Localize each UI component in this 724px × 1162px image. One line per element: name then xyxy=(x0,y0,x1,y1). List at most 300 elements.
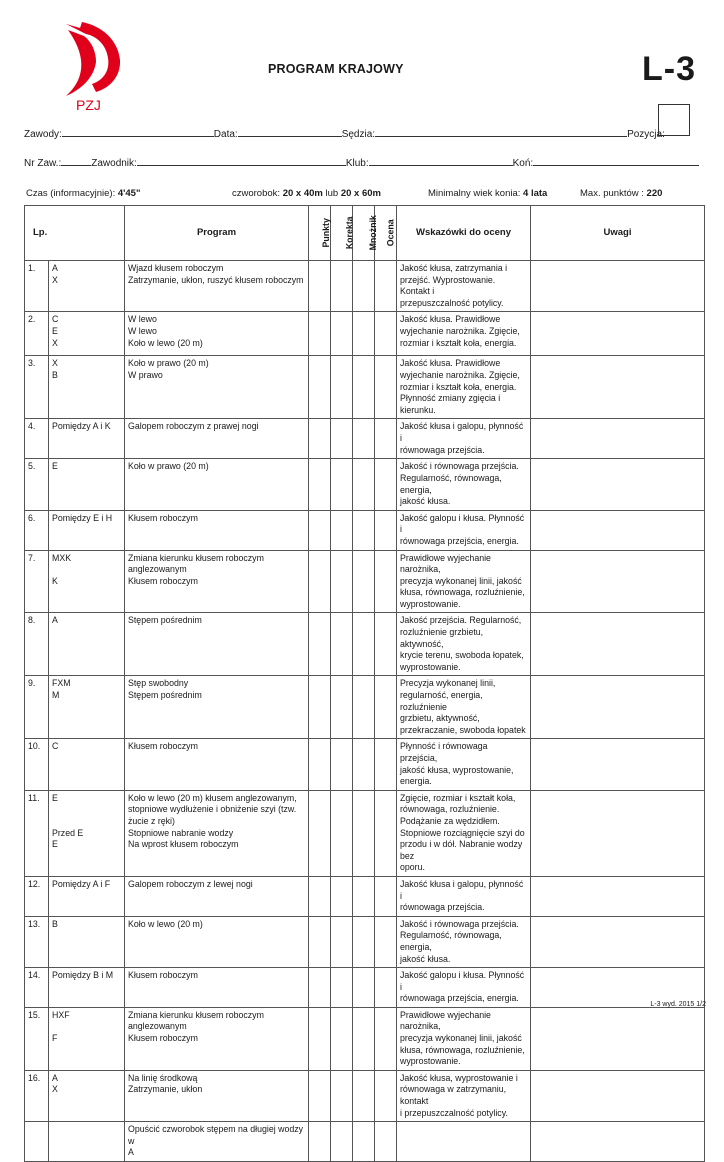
uwagi-cell[interactable] xyxy=(531,1007,705,1070)
table-row xyxy=(25,790,705,876)
uwagi-cell[interactable] xyxy=(531,510,705,550)
row-guidance-line: Regularność, równowaga, energia, xyxy=(400,472,502,495)
footer-edition: L-3 wyd. 2015 1/2 xyxy=(650,1001,706,1008)
punkty-cell[interactable] xyxy=(309,459,331,510)
mnoznik-cell[interactable] xyxy=(353,1007,375,1070)
row-guidance-line: Jakość galopu i kłusa. Płynność i xyxy=(400,512,525,535)
mnoznik-cell[interactable] xyxy=(353,312,375,356)
row-position-line: Przed E xyxy=(52,827,84,838)
row-position-line xyxy=(52,816,121,828)
row-guidance-line: równowaga w zatrzymaniu, kontakt xyxy=(400,1084,507,1107)
korekta-cell[interactable] xyxy=(331,312,353,356)
korekta-cell[interactable] xyxy=(331,739,353,790)
header-uwagi: Uwagi xyxy=(531,206,705,261)
nr-zaw-label: Nr Zaw.: xyxy=(24,158,62,169)
row-number: 10. xyxy=(25,739,49,790)
row-guidance-line: przekraczanie, swoboda łopatek xyxy=(400,724,526,735)
row-guidance-line: Jakość przejścia. Regularność, xyxy=(400,615,522,626)
row-program-line: Koło w lewo (20 m) kłusem anglezowanym, xyxy=(128,792,297,803)
row-guidance-line: Podążanie za wędzidłem. xyxy=(400,815,500,826)
row-program-line: anglezowanym xyxy=(128,1021,187,1032)
row-program-line: Stępem pośrednim xyxy=(128,690,202,701)
uwagi-cell[interactable] xyxy=(531,550,705,613)
row-position-line: Pomiędzy A i F xyxy=(52,878,111,889)
row-position-line: B xyxy=(52,918,58,929)
mnoznik-cell[interactable] xyxy=(353,419,375,459)
row-program xyxy=(125,968,309,1008)
row-program xyxy=(125,312,309,356)
kon-label: Koń: xyxy=(512,158,534,169)
row-position-line: M xyxy=(52,690,60,701)
punkty-cell[interactable] xyxy=(309,1007,331,1070)
row-program xyxy=(125,876,309,916)
row-guidance-line: Jakość kłusa i galopu, płynność i xyxy=(400,878,524,901)
row-number: 2. xyxy=(25,312,49,356)
row-guidance-line: kłusa, równowaga, rozluźnienie, xyxy=(400,1044,525,1055)
punkty-cell[interactable] xyxy=(309,968,331,1008)
row-guidance-line: Jakość kłusa, zatrzymania i xyxy=(400,263,508,273)
row-guidance-line: Jakość i równowaga przejścia. xyxy=(400,461,519,472)
row-guidance-line: Zgięcie, rozmiar i kształt koła, xyxy=(400,792,516,803)
row-position xyxy=(49,356,125,419)
row-position xyxy=(49,261,125,312)
row-guidance-line: wyprostowanie. xyxy=(400,598,461,609)
row-number: 11. xyxy=(25,790,49,876)
row-number: 9. xyxy=(25,676,49,739)
punkty-cell[interactable] xyxy=(309,739,331,790)
row-position-line: Pomiędzy E i H xyxy=(52,512,113,523)
row-guidance-line: przejść. Wyprostowanie. Kontakt i xyxy=(400,274,496,297)
nr-zaw-field[interactable] xyxy=(61,156,91,166)
table-header-row xyxy=(25,206,705,261)
row-position xyxy=(49,1070,125,1121)
punkty-cell[interactable] xyxy=(309,510,331,550)
row-program-line: Koło w prawo (20 m) xyxy=(128,358,209,369)
max-points-label: Max. punktów : xyxy=(580,188,644,199)
row-position-line: K xyxy=(52,575,58,586)
row-number: 15. xyxy=(25,1007,49,1070)
arena-label: czworobok: xyxy=(232,188,281,199)
row-position xyxy=(49,419,125,459)
pzj-logo xyxy=(58,18,134,114)
row-guidance-line: rozmiar i kształt koła, energia. xyxy=(400,337,517,348)
table-row xyxy=(25,613,705,676)
row-guidance-line: jakość kłusa, wyprostowanie, xyxy=(400,764,514,775)
row-guidance-line: krycie terenu, swoboda łopatek, xyxy=(400,650,524,661)
table-row xyxy=(25,459,705,510)
punkty-cell[interactable] xyxy=(309,876,331,916)
header-lp: Lp. xyxy=(25,206,125,261)
row-guidance xyxy=(397,356,531,419)
row-number: 12. xyxy=(25,876,49,916)
row-program-line: Kłusem roboczym xyxy=(128,512,198,523)
row-guidance-line: rozmiar i kształt koła, energia. xyxy=(400,381,517,392)
row-position-line: X xyxy=(52,337,58,348)
header-ocena: Ocena xyxy=(375,206,397,261)
mnoznik-cell[interactable] xyxy=(353,356,375,419)
row-guidance-line: precyzja wykonanej linii, jakość xyxy=(400,1033,522,1044)
row-program-line: Koło w lewo (20 m) xyxy=(128,337,203,348)
korekta-cell[interactable] xyxy=(331,676,353,739)
row-program-line: żucie z ręki) xyxy=(128,815,175,826)
row-guidance-line: równowaga przejścia. xyxy=(400,444,485,455)
logo-text: PZJ xyxy=(76,97,101,113)
ocena-cell[interactable] xyxy=(375,459,397,510)
sedzia-field[interactable] xyxy=(375,127,627,137)
row-guidance xyxy=(397,312,531,356)
punkty-cell[interactable] xyxy=(309,356,331,419)
korekta-cell[interactable] xyxy=(331,1070,353,1121)
table-row xyxy=(25,968,705,1008)
row-guidance-line: oporu. xyxy=(400,862,425,873)
row-guidance xyxy=(397,1007,531,1070)
row-guidance-line: wyprostowanie. xyxy=(400,661,461,672)
row-number xyxy=(25,1122,49,1162)
klub-label: Klub: xyxy=(345,158,369,169)
korekta-cell[interactable] xyxy=(331,1007,353,1070)
row-position-line: X xyxy=(52,274,58,285)
row-position-line: A xyxy=(52,615,58,626)
row-guidance-line: Jakość i równowaga przejścia. xyxy=(400,918,519,929)
row-program xyxy=(125,790,309,876)
row-program-line: Stępem pośrednim xyxy=(128,615,202,626)
korekta-cell[interactable] xyxy=(331,916,353,967)
row-guidance-line: równowaga przejścia, energia. xyxy=(400,535,519,546)
row-position-line: X xyxy=(52,1084,58,1095)
uwagi-cell[interactable] xyxy=(531,1070,705,1121)
uwagi-cell[interactable] xyxy=(531,676,705,739)
row-program-line: Koło w prawo (20 m) xyxy=(128,461,209,472)
row-guidance-line: i przepuszczalność potylicy. xyxy=(400,1107,508,1118)
ocena-cell[interactable] xyxy=(375,261,397,312)
row-number: 7. xyxy=(25,550,49,613)
row-guidance-line: precyzja wykonanej linii, jakość xyxy=(400,575,522,586)
table-row xyxy=(25,510,705,550)
row-position xyxy=(49,1122,125,1162)
row-program xyxy=(125,459,309,510)
row-position-line: E xyxy=(52,839,58,850)
row-guidance-line: Płynność i równowaga przejścia, xyxy=(400,741,488,763)
row-guidance-line: Regularność, równowaga, energia, xyxy=(400,930,502,952)
mnoznik-cell[interactable] xyxy=(353,876,375,916)
row-number: 13. xyxy=(25,916,49,967)
uwagi-cell[interactable] xyxy=(531,356,705,419)
arena-value-1: 20 x 40m xyxy=(282,188,323,199)
row-number: 14. xyxy=(25,968,49,1008)
row-number: 5. xyxy=(25,459,49,510)
uwagi-cell[interactable] xyxy=(531,916,705,967)
punkty-cell[interactable] xyxy=(309,312,331,356)
punkty-cell[interactable] xyxy=(309,1122,331,1162)
row-guidance-line: Prawidłowe wyjechanie narożnika, xyxy=(400,1009,491,1032)
row-program-line: Kłusem roboczym xyxy=(128,741,198,752)
row-guidance-line: jakość kłusa. xyxy=(400,953,451,964)
row-position xyxy=(49,790,125,876)
pozycja-label: Pozycja: xyxy=(627,129,665,140)
row-guidance-line: Prawidłowe wyjechanie narożnika, xyxy=(400,552,491,575)
row-position-line: A xyxy=(52,1072,58,1083)
row-program-line: W lewo xyxy=(128,325,157,336)
row-program xyxy=(125,739,309,790)
ocena-cell[interactable] xyxy=(375,676,397,739)
uwagi-cell[interactable] xyxy=(531,312,705,356)
row-program xyxy=(125,676,309,739)
zawody-field[interactable] xyxy=(62,127,214,137)
max-points-value: 220 xyxy=(646,188,663,199)
korekta-cell[interactable] xyxy=(331,876,353,916)
mnoznik-cell[interactable] xyxy=(353,261,375,312)
row-number: 1. xyxy=(25,261,49,312)
row-position xyxy=(49,510,125,550)
row-guidance xyxy=(397,419,531,459)
uwagi-cell[interactable] xyxy=(531,419,705,459)
row-position xyxy=(49,459,125,510)
uwagi-cell[interactable] xyxy=(531,459,705,510)
uwagi-cell[interactable] xyxy=(531,790,705,876)
row-guidance-line: równowaga, rozluźnienie. xyxy=(400,804,500,815)
row-position-line: Pomiędzy A i K xyxy=(52,421,111,432)
korekta-cell[interactable] xyxy=(331,459,353,510)
table-row xyxy=(25,739,705,790)
ocena-cell[interactable] xyxy=(375,876,397,916)
row-position-line: C xyxy=(52,314,59,325)
mnoznik-cell[interactable] xyxy=(353,1070,375,1121)
row-program-line: Galopem roboczym z lewej nogi xyxy=(128,878,253,889)
ocena-cell[interactable] xyxy=(375,968,397,1008)
time-value: 4'45" xyxy=(117,188,141,199)
row-position-line xyxy=(52,804,121,816)
row-program-line: anglezowanym xyxy=(128,564,187,575)
row-position xyxy=(49,739,125,790)
uwagi-cell[interactable] xyxy=(531,739,705,790)
table-row xyxy=(25,1122,705,1162)
header-mnoznik: Mnożnik xyxy=(353,206,375,261)
mnoznik-cell[interactable] xyxy=(353,613,375,676)
row-guidance xyxy=(397,916,531,967)
zawodnik-field[interactable] xyxy=(137,156,346,166)
korekta-cell[interactable] xyxy=(331,613,353,676)
punkty-cell[interactable] xyxy=(309,261,331,312)
row-guidance xyxy=(397,676,531,739)
row-position-line: X xyxy=(52,358,58,369)
row-guidance-line: równowaga przejścia, energia. xyxy=(400,993,519,1004)
row-guidance-line: Jakość kłusa, wyprostowanie i xyxy=(400,1072,518,1083)
time-info xyxy=(26,188,140,199)
row-program-line: W lewo xyxy=(128,314,157,325)
mnoznik-cell[interactable] xyxy=(353,510,375,550)
header-wskazowki: Wskazówki do oceny xyxy=(397,206,531,261)
row-program-line: Zmiana kierunku kłusem roboczym xyxy=(128,1009,264,1020)
mnoznik-cell[interactable] xyxy=(353,968,375,1008)
zawody-label: Zawody: xyxy=(24,129,62,140)
uwagi-cell[interactable] xyxy=(531,876,705,916)
row-guidance-line: przepuszczalność potylicy. xyxy=(400,297,504,308)
arena-info xyxy=(232,188,381,199)
ocena-cell[interactable] xyxy=(375,1122,397,1162)
row-guidance-line: wyjechanie narożnika. Zgięcie, xyxy=(400,325,520,336)
row-program xyxy=(125,261,309,312)
row-number: 4. xyxy=(25,419,49,459)
row-position-line: F xyxy=(52,1033,58,1044)
row-guidance-line: kłusa, równowaga, rozluźnienie, xyxy=(400,587,525,598)
uwagi-cell[interactable] xyxy=(531,261,705,312)
row-guidance xyxy=(397,1122,531,1162)
row-number: 3. xyxy=(25,356,49,419)
row-program-line: Galopem roboczym z prawej nogi xyxy=(128,421,259,432)
ocena-cell[interactable] xyxy=(375,312,397,356)
header-program: Program xyxy=(125,206,309,261)
program-code: L-3 xyxy=(642,50,696,88)
row-program-line: stopniowe wydłużenie i obniżenie szyi (tzw. xyxy=(128,804,297,815)
data-label: Data: xyxy=(213,129,238,140)
row-guidance-line: energia. xyxy=(400,776,432,787)
korekta-cell[interactable] xyxy=(331,968,353,1008)
table-row xyxy=(25,356,705,419)
table-row xyxy=(25,1070,705,1121)
table-row xyxy=(25,876,705,916)
korekta-cell[interactable] xyxy=(331,419,353,459)
row-guidance-line: wyjechanie narożnika. Zgięcie, xyxy=(400,369,520,380)
uwagi-cell[interactable] xyxy=(531,1122,705,1162)
row-guidance xyxy=(397,968,531,1008)
row-number: 16. xyxy=(25,1070,49,1121)
row-program-line: Zatrzymanie, ukłon, ruszyć kłusem roboczym xyxy=(128,274,304,285)
ocena-cell[interactable] xyxy=(375,356,397,419)
ocena-cell[interactable] xyxy=(375,613,397,676)
table-row xyxy=(25,312,705,356)
row-program xyxy=(125,1122,309,1162)
korekta-cell[interactable] xyxy=(331,356,353,419)
row-guidance xyxy=(397,550,531,613)
punkty-cell[interactable] xyxy=(309,419,331,459)
punkty-cell[interactable] xyxy=(309,790,331,876)
mnoznik-cell[interactable] xyxy=(353,550,375,613)
row-program xyxy=(125,356,309,419)
mnoznik-cell[interactable] xyxy=(353,739,375,790)
row-position-line xyxy=(52,564,121,576)
row-guidance-line: równowaga przejścia. xyxy=(400,902,485,913)
max-points-info xyxy=(580,188,662,199)
table-row xyxy=(25,550,705,613)
row-position xyxy=(49,916,125,967)
row-program-line: Opuścić czworobok stępem na długiej wodzy w xyxy=(128,1124,304,1146)
ocena-cell[interactable] xyxy=(375,419,397,459)
mnoznik-cell[interactable] xyxy=(353,916,375,967)
row-position xyxy=(49,613,125,676)
mnoznik-cell[interactable] xyxy=(353,1122,375,1162)
korekta-cell[interactable] xyxy=(331,510,353,550)
header-punkty: Punkty xyxy=(309,206,331,261)
row-position-line: MXK xyxy=(52,552,72,563)
row-program-line: Kłusem roboczym xyxy=(128,575,198,586)
arena-or: lub xyxy=(325,188,339,199)
kon-field[interactable] xyxy=(533,156,699,166)
data-field[interactable] xyxy=(238,127,342,137)
uwagi-cell[interactable] xyxy=(531,613,705,676)
table-row xyxy=(25,1007,705,1070)
row-position xyxy=(49,312,125,356)
punkty-cell[interactable] xyxy=(309,550,331,613)
row-guidance xyxy=(397,613,531,676)
ocena-cell[interactable] xyxy=(375,916,397,967)
punkty-cell[interactable] xyxy=(309,613,331,676)
row-program-line: Stopniowe nabranie wodzy xyxy=(128,827,234,838)
korekta-cell[interactable] xyxy=(331,790,353,876)
row-guidance xyxy=(397,876,531,916)
row-program-line: Na wprost kłusem roboczym xyxy=(128,839,239,850)
korekta-cell[interactable] xyxy=(331,261,353,312)
age-info xyxy=(428,188,547,199)
row-guidance-line: grzbietu, aktywność, xyxy=(400,713,480,724)
row-program xyxy=(125,613,309,676)
row-guidance-line: Stopniowe rozciągnięcie szyi do xyxy=(400,827,525,838)
row-guidance xyxy=(397,261,531,312)
mnoznik-cell[interactable] xyxy=(353,790,375,876)
mnoznik-cell[interactable] xyxy=(353,676,375,739)
row-guidance xyxy=(397,1070,531,1121)
klub-field[interactable] xyxy=(369,156,513,166)
row-guidance xyxy=(397,790,531,876)
zawodnik-label: Zawodnik: xyxy=(91,158,137,169)
row-position xyxy=(49,550,125,613)
form-row-1 xyxy=(24,127,665,140)
row-position xyxy=(49,876,125,916)
header-korekta: Korekta xyxy=(331,206,353,261)
row-guidance-line: Jakość kłusa. Prawidłowe xyxy=(400,314,501,325)
row-guidance-line: regularność, energia, rozluźnienie xyxy=(400,690,483,712)
row-position-line: HXF xyxy=(52,1009,70,1020)
ocena-cell[interactable] xyxy=(375,1070,397,1121)
row-program-line: Wjazd kłusem roboczym xyxy=(128,263,224,273)
row-program-line: Koło w lewo (20 m) xyxy=(128,918,203,929)
row-position-line: E xyxy=(52,792,58,803)
punkty-cell[interactable] xyxy=(309,676,331,739)
age-value: 4 lata xyxy=(523,188,548,199)
sedzia-label: Sędzia: xyxy=(341,129,376,140)
table-row xyxy=(25,916,705,967)
table-row xyxy=(25,676,705,739)
mnoznik-cell[interactable] xyxy=(353,459,375,510)
row-guidance-line: wyprostowanie. xyxy=(400,1056,461,1067)
ocena-cell[interactable] xyxy=(375,1007,397,1070)
table-row xyxy=(25,261,705,312)
row-guidance xyxy=(397,459,531,510)
time-label: Czas (informacyjnie): xyxy=(26,188,116,199)
row-number: 8. xyxy=(25,613,49,676)
punkty-cell[interactable] xyxy=(309,916,331,967)
row-program xyxy=(125,550,309,613)
row-program-line: Stęp swobodny xyxy=(128,678,189,689)
age-label: Minimalny wiek konia: xyxy=(428,188,521,199)
row-program-line: W prawo xyxy=(128,369,163,380)
ocena-cell[interactable] xyxy=(375,510,397,550)
row-position xyxy=(49,676,125,739)
row-position-line xyxy=(52,1021,121,1033)
form-row-2 xyxy=(24,156,699,169)
korekta-cell[interactable] xyxy=(331,1122,353,1162)
ocena-cell[interactable] xyxy=(375,550,397,613)
ocena-cell[interactable] xyxy=(375,739,397,790)
ocena-cell[interactable] xyxy=(375,790,397,876)
row-guidance-line: Jakość galopu i kłusa. Płynność i xyxy=(400,970,525,992)
row-program-line: Zmiana kierunku kłusem roboczym xyxy=(128,552,264,563)
row-position-line: E xyxy=(52,325,58,336)
row-position-line: A xyxy=(52,263,58,273)
korekta-cell[interactable] xyxy=(331,550,353,613)
punkty-cell[interactable] xyxy=(309,1070,331,1121)
row-position-line: FXM xyxy=(52,678,71,689)
row-position-line: C xyxy=(52,741,59,752)
